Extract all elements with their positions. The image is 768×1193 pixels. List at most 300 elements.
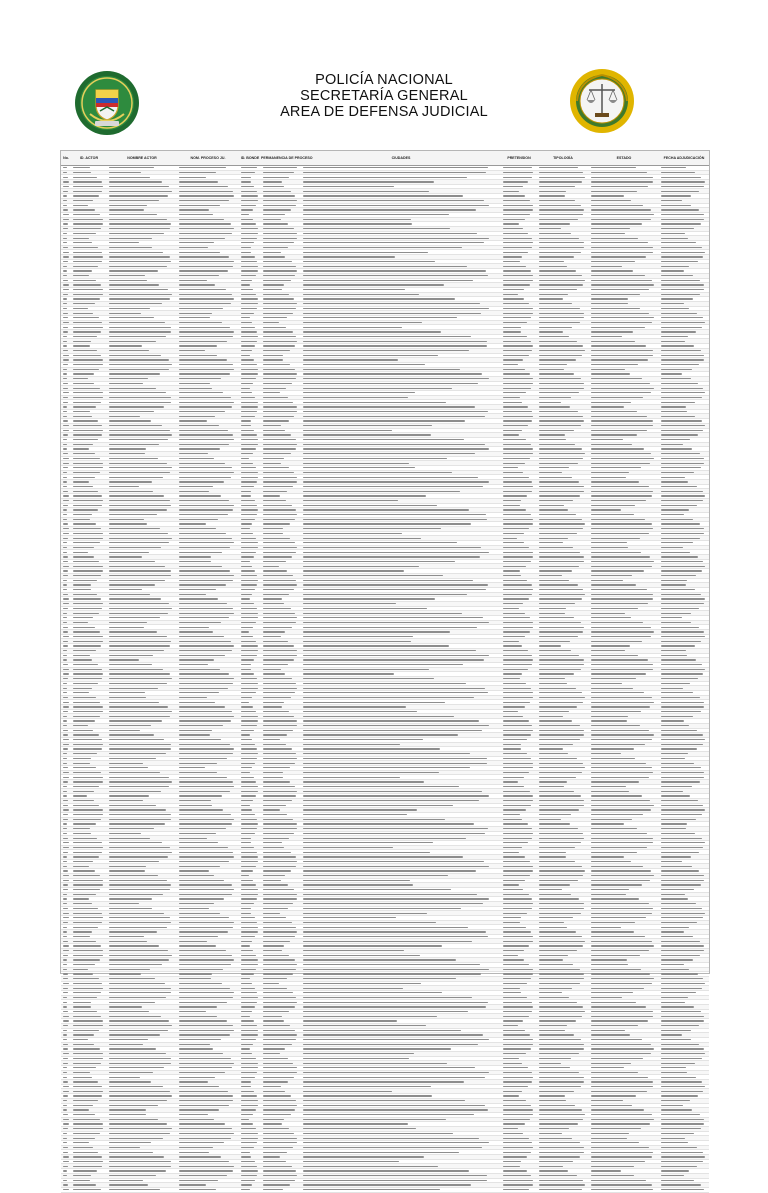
table-cell <box>239 607 261 611</box>
table-cell <box>261 996 301 1000</box>
table-cell <box>537 199 589 203</box>
table-cell <box>239 382 261 386</box>
table-cell <box>589 1043 659 1047</box>
table-cell <box>589 1150 659 1154</box>
table-cell <box>301 1038 501 1042</box>
table-cell <box>589 1155 659 1159</box>
table-cell <box>659 724 709 728</box>
table-cell <box>537 794 589 798</box>
table-cell <box>71 1085 107 1089</box>
table-cell <box>261 841 301 845</box>
table-cell <box>61 546 71 550</box>
table-cell <box>589 1108 659 1112</box>
table-cell <box>107 705 177 709</box>
table-cell <box>71 719 107 723</box>
table-cell <box>61 958 71 962</box>
table-cell <box>71 419 107 423</box>
table-cell <box>71 1122 107 1126</box>
table-cell <box>61 447 71 451</box>
table-cell <box>177 335 239 339</box>
table-cell <box>261 274 301 278</box>
table-cell <box>239 307 261 311</box>
table-cell <box>107 1136 177 1140</box>
table-cell <box>71 208 107 212</box>
table-cell <box>301 682 501 686</box>
table-cell <box>71 1160 107 1164</box>
table-cell <box>589 518 659 522</box>
table-cell <box>659 522 709 526</box>
table-cell <box>239 283 261 287</box>
table-cell <box>589 611 659 615</box>
table-cell <box>659 1146 709 1150</box>
table-cell <box>261 180 301 184</box>
table-cell <box>107 822 177 826</box>
table-cell <box>501 316 537 320</box>
table-cell <box>71 400 107 404</box>
table-cell <box>261 696 301 700</box>
table-cell <box>261 452 301 456</box>
table-cell <box>589 841 659 845</box>
table-cell <box>71 236 107 240</box>
table-cell <box>107 597 177 601</box>
table-cell <box>71 996 107 1000</box>
table-cell <box>589 986 659 990</box>
table-cell <box>177 916 239 920</box>
table-cell <box>501 522 537 526</box>
table-cell <box>501 255 537 259</box>
table-cell <box>261 836 301 840</box>
table-cell <box>239 799 261 803</box>
table-cell <box>589 672 659 676</box>
table-cell <box>537 832 589 836</box>
table-cell <box>261 949 301 953</box>
table-cell <box>107 630 177 634</box>
table-cell <box>589 1010 659 1014</box>
table-cell <box>261 663 301 667</box>
table-cell <box>589 396 659 400</box>
table-cell <box>501 1014 537 1018</box>
table-cell <box>659 1085 709 1089</box>
table-cell <box>61 564 71 568</box>
table-cell <box>239 1000 261 1004</box>
table-cell <box>107 288 177 292</box>
table-cell <box>589 607 659 611</box>
table-cell <box>107 171 177 175</box>
table-cell <box>71 550 107 554</box>
table-cell <box>537 255 589 259</box>
table-cell <box>71 213 107 217</box>
table-cell <box>537 311 589 315</box>
table-cell <box>301 546 501 550</box>
table-cell <box>61 1118 71 1122</box>
table-cell <box>301 804 501 808</box>
table-cell <box>177 194 239 198</box>
table-cell <box>71 1066 107 1070</box>
table-cell <box>61 630 71 634</box>
table-cell <box>107 963 177 967</box>
table-cell <box>107 686 177 690</box>
table-cell <box>71 1155 107 1159</box>
table-cell <box>301 780 501 784</box>
table-cell <box>177 1174 239 1178</box>
table-cell <box>61 185 71 189</box>
table-cell <box>107 335 177 339</box>
table-cell <box>61 1150 71 1154</box>
table-cell <box>589 925 659 929</box>
table-cell <box>177 897 239 901</box>
table-cell <box>177 639 239 643</box>
table-cell <box>537 433 589 437</box>
table-cell <box>239 654 261 658</box>
table-cell <box>589 1014 659 1018</box>
table-cell <box>501 639 537 643</box>
table-cell <box>239 1052 261 1056</box>
table-cell <box>589 639 659 643</box>
table-cell <box>261 644 301 648</box>
table-cell <box>261 1141 301 1145</box>
table-cell <box>177 574 239 578</box>
table-cell <box>107 855 177 859</box>
table-cell <box>537 804 589 808</box>
department-name: SECRETARÍA GENERAL <box>300 88 468 104</box>
table-cell <box>501 1000 537 1004</box>
table-cell <box>301 518 501 522</box>
table-cell <box>107 972 177 976</box>
table-cell <box>61 574 71 578</box>
table-cell <box>589 733 659 737</box>
table-cell <box>177 672 239 676</box>
table-cell <box>301 813 501 817</box>
table-cell <box>177 771 239 775</box>
police-shield-emblem-icon <box>74 70 140 136</box>
table-cell <box>177 1024 239 1028</box>
table-cell <box>537 1179 589 1183</box>
table-cell <box>659 1075 709 1079</box>
table-cell <box>501 175 537 179</box>
table-cell <box>61 471 71 475</box>
table-cell <box>501 1094 537 1098</box>
table-cell <box>239 611 261 615</box>
table-cell <box>71 775 107 779</box>
table-cell <box>537 1118 589 1122</box>
table-cell <box>537 274 589 278</box>
table-cell <box>501 208 537 212</box>
table-cell <box>589 405 659 409</box>
table-cell <box>107 771 177 775</box>
table-cell <box>107 775 177 779</box>
table-cell <box>239 429 261 433</box>
table-cell <box>177 386 239 390</box>
table-cell <box>501 1188 537 1192</box>
table-cell <box>301 644 501 648</box>
table-cell <box>177 1043 239 1047</box>
table-cell <box>589 836 659 840</box>
table-cell <box>501 489 537 493</box>
table-cell <box>71 977 107 981</box>
table-cell <box>107 832 177 836</box>
table-cell <box>301 246 501 250</box>
table-cell <box>107 189 177 193</box>
table-cell <box>589 766 659 770</box>
table-cell <box>537 921 589 925</box>
table-cell <box>589 991 659 995</box>
table-cell <box>659 466 709 470</box>
table-cell <box>589 330 659 334</box>
table-cell <box>177 1061 239 1065</box>
table-cell <box>239 780 261 784</box>
table-cell <box>301 461 501 465</box>
table-cell <box>301 550 501 554</box>
table-cell <box>537 447 589 451</box>
table-cell <box>537 499 589 503</box>
table-cell <box>301 850 501 854</box>
table-cell <box>107 400 177 404</box>
table-cell <box>659 489 709 493</box>
table-cell <box>537 518 589 522</box>
table-cell <box>537 766 589 770</box>
table-cell <box>537 616 589 620</box>
table-cell <box>537 564 589 568</box>
table-cell <box>239 977 261 981</box>
table-cell <box>71 1174 107 1178</box>
table-cell <box>261 363 301 367</box>
table-cell <box>239 335 261 339</box>
table-cell <box>107 639 177 643</box>
table-cell <box>71 499 107 503</box>
table-cell <box>659 813 709 817</box>
table-cell <box>107 447 177 451</box>
table-cell <box>589 1104 659 1108</box>
table-cell <box>501 902 537 906</box>
table-cell <box>71 1113 107 1117</box>
table-cell <box>659 668 709 672</box>
table-cell <box>177 663 239 667</box>
table-cell <box>301 325 501 329</box>
table-cell <box>107 213 177 217</box>
table-cell <box>239 986 261 990</box>
table-cell <box>501 461 537 465</box>
table-cell <box>71 1038 107 1042</box>
table-cell <box>501 1057 537 1061</box>
table-cell <box>537 335 589 339</box>
table-cell <box>71 602 107 606</box>
table-cell <box>537 743 589 747</box>
table-cell <box>61 293 71 297</box>
table-cell <box>71 480 107 484</box>
table-cell <box>501 246 537 250</box>
table-cell <box>71 560 107 564</box>
table-cell <box>659 1071 709 1075</box>
table-cell <box>659 241 709 245</box>
table-cell <box>239 930 261 934</box>
table-cell <box>589 972 659 976</box>
table-cell <box>261 649 301 653</box>
table-cell <box>537 189 589 193</box>
table-cell <box>501 405 537 409</box>
table-cell <box>177 274 239 278</box>
table-cell <box>659 700 709 704</box>
table-cell <box>501 372 537 376</box>
table-cell <box>261 574 301 578</box>
table-cell <box>107 480 177 484</box>
table-cell <box>501 944 537 948</box>
table-cell <box>61 1169 71 1173</box>
table-cell <box>589 818 659 822</box>
table-cell <box>261 189 301 193</box>
table-cell <box>61 1136 71 1140</box>
table-cell <box>537 864 589 868</box>
table-cell <box>71 738 107 742</box>
table-cell <box>501 471 537 475</box>
table-cell <box>177 738 239 742</box>
table-cell <box>589 1136 659 1140</box>
table-cell <box>71 593 107 597</box>
table-cell <box>177 527 239 531</box>
table-cell <box>239 1118 261 1122</box>
table-cell <box>107 250 177 254</box>
table-cell <box>177 841 239 845</box>
table-cell <box>61 260 71 264</box>
table-cell <box>61 682 71 686</box>
table-cell <box>659 963 709 967</box>
table-cell <box>107 954 177 958</box>
table-cell <box>301 799 501 803</box>
table-cell <box>589 447 659 451</box>
table-cell <box>239 189 261 193</box>
table-cell <box>239 279 261 283</box>
table-cell <box>501 386 537 390</box>
table-cell <box>537 372 589 376</box>
table-cell <box>301 494 501 498</box>
table-cell <box>177 691 239 695</box>
table-cell <box>177 832 239 836</box>
table-cell <box>301 532 501 536</box>
table-cell <box>589 199 659 203</box>
table-cell <box>239 508 261 512</box>
table-cell <box>659 1174 709 1178</box>
table-cell <box>177 494 239 498</box>
table-cell <box>61 1075 71 1079</box>
table-cell <box>659 396 709 400</box>
table-cell <box>501 789 537 793</box>
table-cell <box>177 1089 239 1093</box>
table-cell <box>261 1029 301 1033</box>
table-cell <box>261 583 301 587</box>
table-cell <box>107 452 177 456</box>
table-cell <box>659 907 709 911</box>
table-cell <box>537 1104 589 1108</box>
table-cell <box>107 175 177 179</box>
table-cell <box>261 175 301 179</box>
table-cell <box>177 757 239 761</box>
table-cell <box>107 757 177 761</box>
table-cell <box>239 1033 261 1037</box>
table-cell <box>501 593 537 597</box>
table-cell <box>107 560 177 564</box>
table-cell <box>589 213 659 217</box>
table-cell <box>107 1019 177 1023</box>
table-cell <box>261 991 301 995</box>
table-cell <box>261 1164 301 1168</box>
table-cell <box>71 1024 107 1028</box>
table-cell <box>261 789 301 793</box>
table-cell <box>177 349 239 353</box>
table-cell <box>239 1010 261 1014</box>
table-cell <box>589 189 659 193</box>
table-cell <box>589 630 659 634</box>
table-cell <box>261 204 301 208</box>
table-cell <box>261 325 301 329</box>
table-cell <box>659 419 709 423</box>
table-cell <box>177 986 239 990</box>
table-cell <box>177 564 239 568</box>
table-cell <box>537 579 589 583</box>
table-cell <box>107 264 177 268</box>
table-cell <box>107 475 177 479</box>
table-cell <box>107 494 177 498</box>
table-cell <box>301 1118 501 1122</box>
table-cell <box>301 1188 501 1192</box>
table-cell <box>659 311 709 315</box>
table-cell <box>107 588 177 592</box>
table-cell <box>589 180 659 184</box>
table-cell <box>107 527 177 531</box>
table-cell <box>177 499 239 503</box>
table-cell <box>107 489 177 493</box>
table-cell <box>239 982 261 986</box>
table-cell <box>501 855 537 859</box>
table-cell <box>589 996 659 1000</box>
table-cell <box>589 602 659 606</box>
table-cell <box>537 264 589 268</box>
table-cell <box>589 1174 659 1178</box>
table-cell <box>177 293 239 297</box>
table-cell <box>71 991 107 995</box>
table-cell <box>71 269 107 273</box>
table-cell <box>177 536 239 540</box>
table-cell <box>589 860 659 864</box>
table-cell <box>71 185 107 189</box>
table-cell <box>71 1071 107 1075</box>
table-cell <box>239 658 261 662</box>
table-cell <box>301 836 501 840</box>
table-cell <box>239 555 261 559</box>
table-cell <box>589 250 659 254</box>
table-cell <box>501 302 537 306</box>
table-cell <box>659 747 709 751</box>
table-cell <box>501 250 537 254</box>
table-cell <box>61 443 71 447</box>
table-cell <box>61 175 71 179</box>
table-cell <box>537 1085 589 1089</box>
table-cell <box>659 475 709 479</box>
table-cell <box>301 208 501 212</box>
table-cell <box>589 864 659 868</box>
table-cell <box>659 682 709 686</box>
table-cell <box>61 1019 71 1023</box>
table-cell <box>61 1132 71 1136</box>
table-cell <box>107 888 177 892</box>
table-cell <box>261 1061 301 1065</box>
table-cell <box>501 166 537 170</box>
table-cell <box>659 1000 709 1004</box>
table-cell <box>301 897 501 901</box>
table-cell <box>659 452 709 456</box>
table-cell <box>261 246 301 250</box>
table-cell <box>501 1005 537 1009</box>
table-cell <box>501 714 537 718</box>
table-cell <box>177 893 239 897</box>
